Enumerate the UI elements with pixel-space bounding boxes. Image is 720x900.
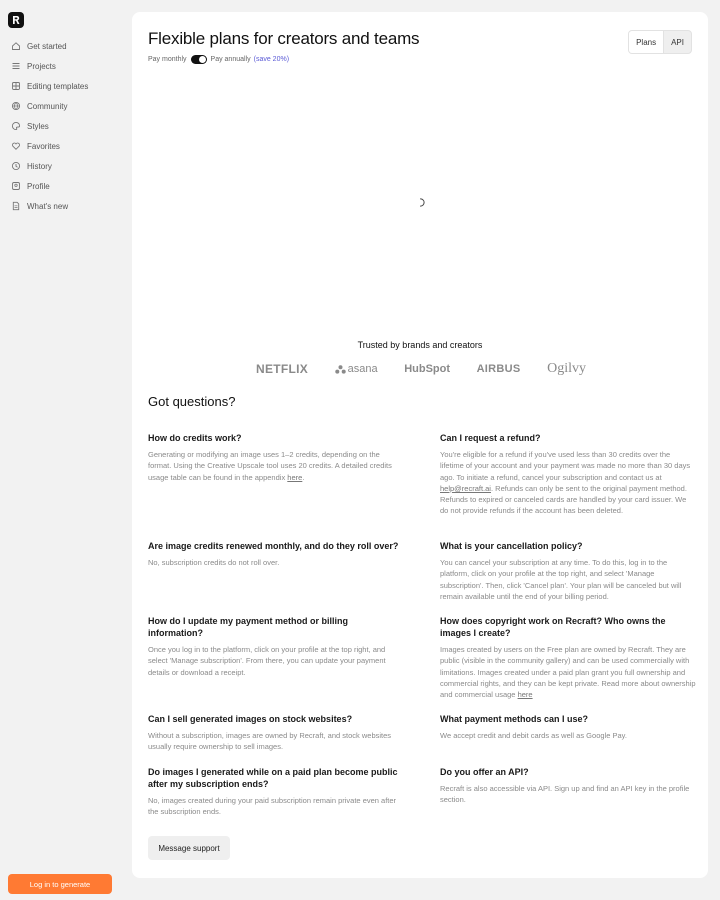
faq-answer: Recraft is also accessible via API. Sign up and find an API key in the profile section. — [440, 784, 690, 805]
save-note: (save 20%) — [253, 56, 290, 63]
faq-item — [440, 766, 696, 806]
profile-icon — [11, 181, 21, 191]
billing-toggle-row — [148, 55, 289, 64]
faq-item — [148, 432, 404, 483]
faq-item — [440, 615, 696, 700]
sidebar-item-label: Favorites — [27, 141, 60, 151]
sidebar-item-label: Community — [27, 101, 68, 111]
faq-answer-text: Images created by users on the Free plan are owned by Recraft. They are public (visible in the community gallery) and can be used commercially with limitations. Images created under a paid plan grant you full ownership and commercial rights, and they can be kept private. Read more about ownership and commercial usage — [440, 645, 696, 700]
faq-question: Can I request a refund? — [440, 433, 541, 443]
sidebar-item-history[interactable] — [0, 156, 124, 176]
faq-question: How do I update my payment method or billing information? — [148, 616, 349, 638]
faq-answer-tail: . Refunds can only be sent to the original payment method. Refunds to expired or canceled cards are handled by your card issuer. We do not provide refunds if the account has been deleted. — [440, 483, 687, 516]
faq-question: What payment methods can I use? — [440, 714, 589, 724]
pricing-panel — [132, 12, 708, 878]
sidebar-nav — [0, 36, 124, 216]
sidebar-item-label: Profile — [27, 181, 50, 191]
faq-answer: Without a subscription, images are owned by Recraft, and stock websites usually require ownership to sell images. — [148, 731, 392, 752]
billing-period-switch[interactable] — [191, 55, 207, 64]
heart-icon — [11, 141, 21, 151]
netflix-logo: NETFLIX — [256, 362, 309, 376]
sidebar-item-editing-templates[interactable] — [0, 76, 124, 96]
faq-item — [440, 432, 696, 517]
tab-api[interactable]: API — [671, 37, 684, 47]
faq-item — [440, 713, 696, 741]
recraft-logo-icon[interactable] — [8, 12, 24, 28]
trusted-heading: Trusted by brands and creators — [357, 340, 483, 350]
airbus-logo: AIRBUS — [476, 363, 521, 375]
tab-plans[interactable]: Plans — [629, 31, 664, 53]
sidebar-item-label: What's new — [27, 201, 69, 211]
page-title: Flexible plans for creators and teams — [148, 29, 420, 48]
faq-answer-text: You're eligible for a refund if you've used less than 30 credits over the lifetime of your account and your payment was made no more than 30 days ago. To initiate a refund, cancel your subscription and contact us at — [440, 450, 691, 482]
faq-answer — [148, 449, 404, 483]
faq-answer-tail: . — [302, 472, 305, 482]
sidebar-item-label: History — [27, 161, 52, 171]
faq-question: Do you offer an API? — [440, 767, 529, 777]
faq-item — [148, 766, 404, 818]
switch-knob — [199, 56, 206, 63]
sidebar-item-label: Projects — [27, 61, 56, 71]
faq-answer: No, subscription credits do not roll over. — [148, 558, 280, 567]
faq-title: Got questions? — [148, 394, 236, 409]
history-icon — [11, 161, 21, 171]
faq-answer: No, images created during your paid subscription remain private even after the subscription ends. — [148, 796, 397, 817]
home-icon — [11, 41, 21, 51]
asana-logo — [335, 363, 378, 375]
faq-item — [440, 540, 696, 602]
faq-answer-text: Generating or modifying an image uses 1–2 credits, depending on the format. Using the Creative Upscale tool uses 20 credits. A detailed credits usage table can be found in the appendix — [148, 450, 392, 482]
faq-question: Can I sell generated images on stock websites? — [148, 714, 353, 724]
sidebar-item-profile[interactable] — [0, 176, 124, 196]
faq-question: What is your cancellation policy? — [440, 541, 583, 551]
sidebar-item-label: Styles — [27, 121, 49, 131]
pay-monthly-label[interactable]: Pay monthly — [148, 56, 187, 63]
sidebar-item-styles[interactable] — [0, 116, 124, 136]
faq-item — [148, 713, 404, 753]
faq-question: How do credits work? — [148, 433, 242, 443]
sidebar-item-favorites[interactable] — [0, 136, 124, 156]
document-icon — [11, 201, 21, 211]
sidebar-item-whats-new[interactable] — [0, 196, 124, 216]
faq-answer — [440, 449, 696, 517]
ogilvy-logo: Ogilvy — [547, 361, 586, 376]
hubspot-logo: HubSpot — [404, 363, 451, 375]
faq-question: Do images I generated while on a paid plan become public after my subscription ends? — [148, 767, 398, 789]
list-icon — [11, 61, 21, 71]
sidebar — [0, 0, 124, 900]
asana-dots-icon — [335, 365, 346, 374]
faq-answer: You can cancel your subscription at any time. To do this, log in to the platform, click on your profile at the top right, and select 'Manage subscription'. Then, click 'Cancel plan'. Your plan will be canceled but will remain available until the end of your billing period. — [440, 558, 682, 601]
faq-answer: Once you log in to the platform, click on your profile at the top right, and select 'Manage subscription'. From there, you can update your payment details or download a receipt. — [148, 645, 386, 677]
pay-annually-label[interactable]: Pay annually — [210, 56, 251, 63]
faq-question: How does copyright work on Recraft? Who owns the images I create? — [440, 616, 666, 638]
appendix-link[interactable]: here — [287, 472, 303, 482]
faq-item — [148, 540, 404, 568]
sidebar-item-label: Get started — [27, 41, 67, 51]
support-email-link[interactable]: help@recraft.ai — [440, 483, 491, 493]
sidebar-item-get-started[interactable] — [0, 36, 124, 56]
ownership-link[interactable]: here — [517, 690, 533, 700]
faq-item — [148, 615, 404, 678]
brand-logos — [256, 358, 586, 380]
sidebar-item-community[interactable] — [0, 96, 124, 116]
asana-wordmark: asana — [347, 363, 378, 375]
globe-icon — [11, 101, 21, 111]
faq-question: Are image credits renewed monthly, and do they roll over? — [148, 541, 399, 551]
plans-api-switcher — [628, 30, 692, 54]
palette-icon — [11, 121, 21, 131]
loading-spinner-icon — [416, 198, 425, 207]
template-icon — [11, 81, 21, 91]
sidebar-item-label: Editing templates — [27, 81, 89, 91]
faq-answer — [440, 644, 696, 700]
faq-answer: We accept credit and debit cards as well as Google Pay. — [440, 731, 627, 740]
message-support-button[interactable]: Message support — [148, 836, 230, 860]
sidebar-item-projects[interactable] — [0, 56, 124, 76]
login-button[interactable]: Log in to generate — [8, 874, 112, 894]
